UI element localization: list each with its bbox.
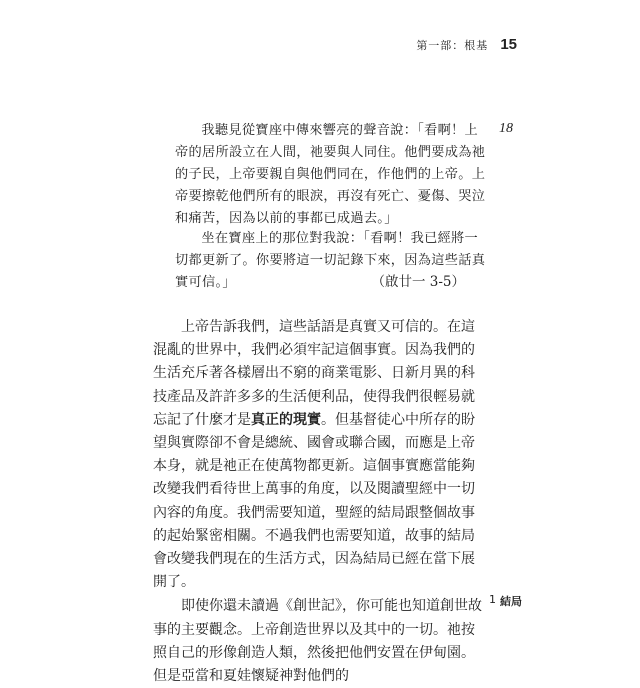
chapter-title: 結局: [500, 595, 522, 608]
scripture-citation: （啟廿一 3-5）: [371, 274, 465, 290]
section-title: 第一部：根基: [416, 39, 489, 52]
verse-marker: 18: [499, 121, 513, 136]
body-paragraph-1: [153, 316, 485, 594]
body-paragraph-2: 即使你還未讀過《創世記》，你可能也知道創世故事的主要觀念。上帝創造世界以及其中的一切。祂按照自己的形像創造人類，然後把他們安置在伊甸園。但是亞當和夏娃懷疑神對他們的: [153, 598, 482, 685]
scripture-quote-2-text: 坐在寶座上的那位對我說：「看啊！我已經將一切都更新了。你要將這一切記錄下來，因為這些話真實可信。」: [175, 231, 486, 290]
running-footer: [489, 593, 522, 609]
body-paragraph-1-start: 上帝告訴我們，這些話語是真實又可信的。在這混亂的世界中，我們必須牢記這個事實。因為我們的生活充斥著各樣層出不窮的商業電影、日新月異的科技產品及許許多多的生活便利品，使得我們很輕易就忘記了什麼才是: [153, 319, 475, 428]
scripture-quote-1-text: 我聽見從寶座中傳來響亮的聲音說：「看啊！上帝的居所設立在人間，祂要與人同住。他們要成為祂的子民，上帝要親自與他們同在，作他們的上帝。上帝要擦乾他們所有的眼淚，再沒有死亡、憂傷、哭泣和痛苦，因為以前的事都已成過去。」: [175, 123, 486, 226]
chapter-number: 1: [489, 593, 496, 606]
scripture-quote-1: [175, 120, 489, 230]
page-number: 15: [500, 36, 517, 53]
body-paragraph-1-end: 。但基督徒心中所存的盼望與實際卻不會是總統、國會或聯合國，而應是上帝本身，就是祂正在使萬物都更新。這個事實應當能夠改變我們看待世上萬事的角度，以及閱讀聖經中一切內容的角度。我們需要知道，聖經的結局跟整個故事的起始緊密相關。不過我們也需要知道，故事的結局會改變我們現在的生活方式，因為結局已經在當下展開了。: [153, 411, 475, 591]
running-header: [416, 36, 517, 53]
emphasized-phrase: 真正的現實: [251, 411, 321, 428]
body-text: [153, 316, 485, 688]
